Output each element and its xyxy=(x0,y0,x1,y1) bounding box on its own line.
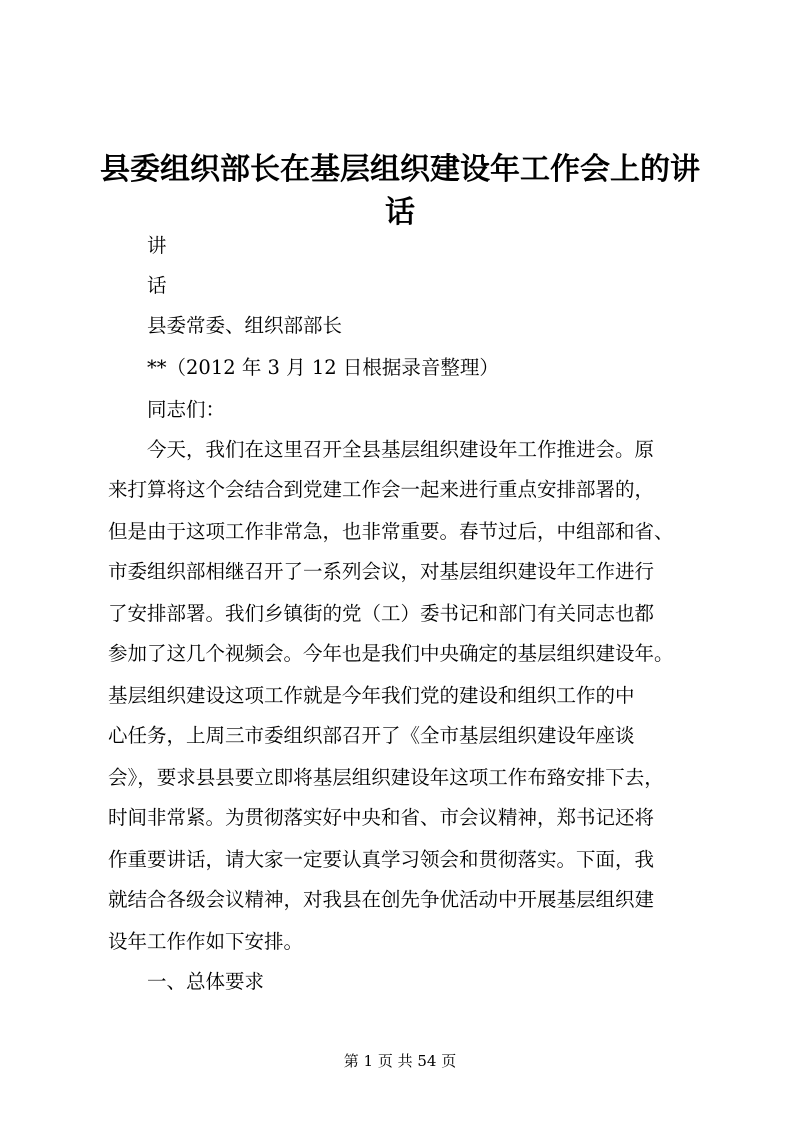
body-line: 基层组织建设这项工作就是今年我们党的建设和组织工作的中 xyxy=(108,684,635,707)
section-heading: 一、总体要求 xyxy=(147,970,265,993)
body-line: 时间非常紧。为贯彻落实好中央和省、市会议精神，郑书记还将 xyxy=(108,806,655,829)
salutation: 同志们： xyxy=(147,398,226,421)
body-line: 心任务，上周三市委组织部召开了《全市基层组织建设年座谈 xyxy=(108,724,635,747)
body-line: 来打算将这个会结合到党建工作会一起来进行重点安排部署的， xyxy=(108,478,655,501)
body-line: 设年工作作如下安排。 xyxy=(108,930,304,953)
document-title-line-1: 县委组织部长在基层组织建设年工作会上的讲 xyxy=(100,152,700,187)
speaker-title: 县委常委、组织部部长 xyxy=(147,314,343,337)
body-line: 今天，我们在这里召开全县基层组织建设年工作推进会。原 xyxy=(147,438,655,461)
speech-label-2: 话 xyxy=(147,274,167,297)
page-number-footer: 第 1 页 共 54 页 xyxy=(343,1052,457,1070)
body-line: 作重要讲话，请大家一定要认真学习领会和贯彻落实。下面，我 xyxy=(108,848,655,871)
speech-date-note: **（2012 年 3 月 12 日根据录音整理） xyxy=(147,356,499,379)
body-line: 市委组织部相继召开了一系列会议，对基层组织建设年工作进行 xyxy=(108,560,655,583)
body-line: 了安排部署。我们乡镇街的党（工）委书记和部门有关同志也都 xyxy=(108,602,655,625)
body-line: 就结合各级会议精神，对我县在创先争优活动中开展基层组织建 xyxy=(108,888,655,911)
speech-label-1: 讲 xyxy=(147,234,167,257)
body-line: 会》，要求县县要立即将基层组织建设年这项工作布臵安排下去， xyxy=(108,766,664,789)
body-line: 但是由于这项工作非常急，也非常重要。春节过后，中组部和省、 xyxy=(108,520,674,543)
document-title-line-2: 话 xyxy=(385,195,415,230)
body-line: 参加了这几个视频会。今年也是我们中央确定的基层组织建设年。 xyxy=(108,642,674,665)
